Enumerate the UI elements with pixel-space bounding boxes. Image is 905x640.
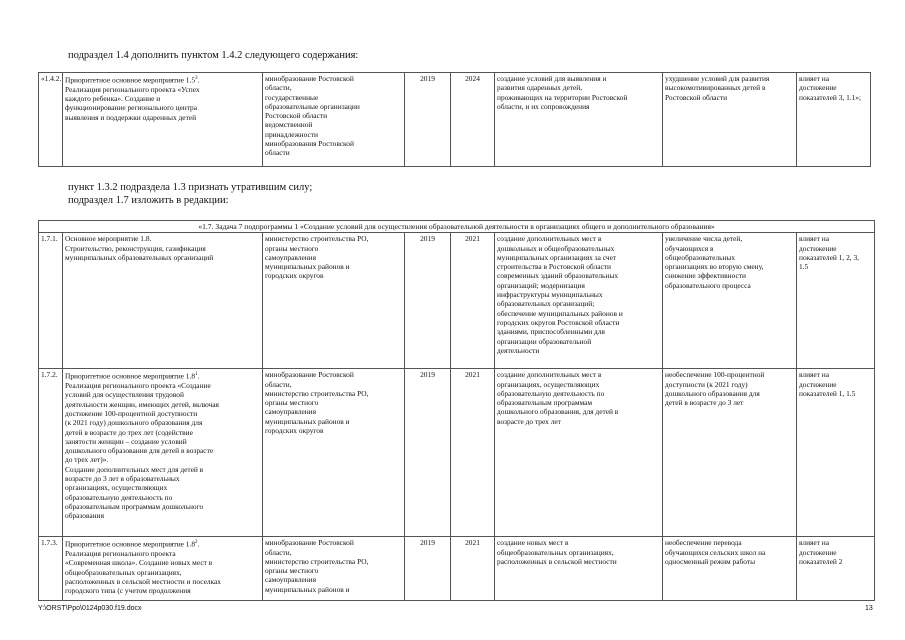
cell-text-line: городского типа (с учетом продолжения — [65, 586, 191, 596]
cell-text-line: современных зданий образовательных — [497, 271, 619, 281]
cell-text-line: Ростовской области — [265, 111, 328, 121]
cell-text-line: муниципальных образовательных организаций — [65, 252, 214, 262]
cell-text-line: выявления и поддержки одаренных детей — [65, 112, 197, 122]
non-implementation-consequence — [663, 73, 797, 167]
cell-text-line: министерство строительства РО, — [265, 556, 369, 566]
cell-text-line: организаций; модернизация — [497, 280, 585, 290]
cell-text-line: городских округов — [265, 271, 324, 281]
cell-text-line: создание дополнительных мест в — [497, 234, 602, 244]
cell-text-line: каждого ребенка». Создание и — [65, 94, 161, 104]
cell-text-line: муниципальных районов и — [265, 416, 350, 426]
cell-text-line: необеспечение 100-процентной — [665, 370, 765, 380]
cell-text-line: области, — [265, 83, 292, 93]
cell-text-line: минобразования Ростовской — [265, 139, 354, 149]
cell-text-line: области, и их сопровождения — [497, 101, 590, 111]
cell-text-line: Ростовской области — [665, 92, 728, 102]
cell-text-line: показателей 1, 1.5 — [799, 388, 856, 398]
cell-text-line: деятельности — [497, 345, 540, 355]
non-implementation-consequence — [663, 369, 797, 537]
start-year: 2019 — [405, 73, 451, 167]
cell-text-line: Строительство, реконструкция, газификация — [65, 243, 206, 253]
cell-text-line: показателей 1, 2, 3, — [799, 252, 860, 262]
measure-name — [63, 369, 263, 537]
cell-text-line: до трех лет)». — [65, 455, 109, 465]
start-year: 2019 — [405, 369, 451, 537]
cell-text-line: Реализация регионального проекта «Успех — [65, 84, 200, 94]
end-year: 2024 — [451, 73, 495, 167]
cell-text-line: условий для осуществления трудовой — [65, 390, 184, 400]
expected-result — [495, 233, 663, 369]
cell-text-line: обучающихся сельских школ на — [665, 547, 766, 557]
task-header-row — [39, 221, 875, 233]
indicator-relation — [797, 73, 871, 167]
cell-text-line: обеспечение муниципальных районов и — [497, 308, 623, 318]
end-year: 2021 — [451, 233, 495, 369]
cell-text-line: достижение — [799, 243, 837, 253]
table-subsection-1-4 — [38, 72, 871, 167]
intro-line-2: пункт 1.3.2 подраздела 1.3 признать утратившим силу; — [68, 182, 313, 193]
cell-text-line: показателей 2 — [799, 556, 843, 566]
cell-text-line: Реализация регионального проекта «Создание — [65, 381, 211, 391]
cell-text-line: дошкольного образования для — [665, 388, 760, 398]
cell-text-line: дошкольного образования для детей в возрасте — [65, 446, 214, 456]
intro-line-3: подраздел 1.7 изложить в редакции: — [68, 195, 229, 206]
cell-text-line: Реализация регионального проекта — [65, 549, 176, 559]
cell-text-line: самоуправления — [265, 407, 317, 417]
cell-text-line: достижение — [799, 379, 837, 389]
page-number: 13 — [865, 605, 873, 612]
indicator-relation — [797, 233, 875, 369]
end-year: 2021 — [451, 537, 495, 601]
cell-text-line: самоуправления — [265, 252, 317, 262]
cell-text-line: занятости женщин – создание условий — [65, 436, 187, 446]
cell-text-line: минобразование Ростовской — [265, 370, 354, 380]
cell-text-line: муниципальных организациях за счет — [497, 252, 617, 262]
cell-text-line: минобразование Ростовской — [265, 74, 354, 83]
cell-text-line: Приоритетное основное мероприятие $1.8^2$. — [65, 539, 200, 549]
cell-text-line: образовательные организации — [265, 101, 360, 111]
cell-text-line: общеобразовательных организациях, — [65, 567, 182, 577]
measure-name — [63, 537, 263, 601]
cell-text-line: образовательных организаций; — [497, 299, 595, 309]
table-row — [39, 73, 871, 167]
cell-text-line: расположенных в сельской местности и поселках — [65, 576, 221, 586]
cell-text-line: влияет на — [799, 538, 830, 548]
intro-line-1: подраздел 1.4 дополнить пунктом 1.4.2 следующего содержания: — [68, 50, 359, 61]
non-implementation-consequence — [663, 537, 797, 601]
cell-text-line: деятельности женщин, имеющих детей, включая — [65, 399, 219, 409]
cell-text-line: муниципальных районов и — [265, 262, 350, 272]
cell-text-line: общеобразовательных организациях, — [497, 547, 614, 557]
cell-text-line: дошкольных и общеобразовательных — [497, 243, 615, 253]
cell-text-line: Создание дополнительных мест для детей в — [65, 464, 204, 474]
cell-text-line: органы местного — [265, 566, 319, 576]
cell-text-line: организациях, осуществляющих — [497, 379, 600, 389]
indicator-relation — [797, 537, 875, 601]
cell-text-line: создание новых мест в — [497, 538, 569, 548]
cell-text-line: 1.5 — [799, 262, 809, 272]
cell-text-line: возрасте до 3 лет в образовательных — [65, 474, 180, 484]
cell-text-line: (к 2021 году) дошкольного образования для — [65, 418, 203, 428]
table-row — [39, 233, 875, 369]
table-subsection-1-7 — [38, 220, 875, 601]
cell-text-line: принадлежности — [265, 129, 318, 139]
cell-text-line: Приоритетное основное мероприятие $1.8^1$. — [65, 371, 200, 381]
cell-text-line: возрасте до трех лет — [497, 416, 561, 426]
cell-text-line: образовательного процесса — [665, 280, 751, 290]
row-number: «1.4.2. — [39, 73, 63, 167]
cell-text-line: создание условий для выявления и — [497, 74, 607, 83]
cell-text-line: образовательную деятельность по — [497, 388, 605, 398]
cell-text-line: области, — [265, 547, 292, 557]
cell-text-line: образовательную деятельность по — [65, 492, 173, 502]
cell-text-line: образовательным программам — [497, 398, 593, 408]
cell-text-line: функционирование регионального центра — [65, 103, 198, 113]
cell-text-line: обучающихся в — [665, 243, 714, 253]
executor — [263, 537, 405, 601]
non-implementation-consequence — [663, 233, 797, 369]
cell-text-line: влияет на — [799, 74, 830, 83]
footnote-mark: 2 — [195, 540, 198, 546]
executor — [263, 73, 405, 167]
footnote-mark: 1 — [195, 372, 198, 378]
cell-text-line: ухудшение условий для развития — [665, 74, 770, 83]
cell-text-line: показателей 3, 1.1»; — [799, 92, 862, 102]
cell-text-line: высокомотивированных детей в — [665, 83, 766, 93]
cell-text-line: органы местного — [265, 398, 319, 408]
expected-result — [495, 73, 663, 167]
cell-text-line: создание дополнительных мест в — [497, 370, 602, 380]
cell-text-line: муниципальных районов и — [265, 584, 350, 594]
cell-text-line: министерство строительства РО, — [265, 234, 369, 244]
cell-text-line: министерство строительства РО, — [265, 388, 369, 398]
cell-text-line: организации образовательной — [497, 336, 592, 346]
cell-text-line: влияет на — [799, 234, 830, 244]
row-number: 1.7.3. — [39, 537, 63, 601]
cell-text-line: городских округов Ростовской области — [497, 317, 620, 327]
expected-result — [495, 537, 663, 601]
cell-text-line: достижение — [799, 83, 837, 93]
cell-text-line: увеличение числа детей, — [665, 234, 743, 244]
start-year: 2019 — [405, 537, 451, 601]
cell-text-line: достижение 100-процентной доступности — [65, 408, 198, 418]
row-number: 1.7.1. — [39, 233, 63, 369]
footnote-mark: 3 — [195, 76, 198, 81]
cell-text-line: расположенных в сельской местности — [497, 556, 617, 566]
cell-text-line: области, — [265, 379, 292, 389]
table-row — [39, 537, 875, 601]
cell-text-line: развития одаренных детей, — [497, 83, 583, 93]
cell-text-line: необеспечение перевода — [665, 538, 742, 548]
end-year: 2021 — [451, 369, 495, 537]
table-row — [39, 369, 875, 537]
cell-text-line: снижение эффективности — [665, 271, 746, 281]
cell-text-line: инфраструктуры муниципальных — [497, 290, 603, 300]
cell-text-line: влияет на — [799, 370, 830, 380]
cell-text-line: органы местного — [265, 243, 319, 253]
cell-text-line: дошкольного образования, для детей в — [497, 407, 619, 417]
measure-name — [63, 73, 263, 167]
cell-text-line: «Современная школа». Создание новых мест в — [65, 558, 213, 568]
cell-text-line: городских округов — [265, 426, 324, 436]
indicator-relation — [797, 369, 875, 537]
cell-text-line: самоуправления — [265, 575, 317, 585]
cell-text-line: ведомственной — [265, 120, 313, 130]
cell-text-line: проживающих на территории Ростовской — [497, 92, 628, 102]
cell-text-line: односменный режим работы — [665, 556, 756, 566]
cell-text-line: государственные — [265, 92, 319, 102]
expected-result — [495, 369, 663, 537]
footer-file-path: Y:\ORST\Ppo\0124p030.f19.docx — [38, 605, 142, 612]
cell-text-line: образовательным программам дошкольного — [65, 501, 204, 511]
measure-name — [63, 233, 263, 369]
cell-text-line: Приоритетное основное мероприятие $1.5^3$. — [65, 75, 200, 85]
executor — [263, 369, 405, 537]
cell-text-line: общеобразовательных — [665, 252, 736, 262]
cell-text-line: зданиями, приспособленными для — [497, 327, 605, 337]
cell-text-line: Основное мероприятие 1.8. — [65, 234, 152, 244]
cell-text-line: области — [265, 148, 290, 158]
cell-text-line: детей в возрасте до 3 лет — [665, 398, 744, 408]
start-year: 2019 — [405, 233, 451, 369]
task-header: «1.7. Задача 7 подпрограммы 1 «Создание условий для осуществления образовательной деятельности в организациях общего и дополнительного образования» — [39, 221, 875, 233]
row-number: 1.7.2. — [39, 369, 63, 537]
cell-text-line: доступности (к 2021 году) — [665, 379, 748, 389]
cell-text-line: минобразование Ростовской — [265, 538, 354, 548]
cell-text-line: детей в возрасте до трех лет (содействие — [65, 427, 193, 437]
cell-text-line: организациях во вторую смену, — [665, 262, 764, 272]
cell-text-line: строительства в Ростовской области — [497, 262, 611, 272]
cell-text-line: организациях, осуществляющих — [65, 483, 168, 493]
cell-text-line: образования — [65, 511, 104, 521]
cell-text-line: достижение — [799, 547, 837, 557]
executor — [263, 233, 405, 369]
